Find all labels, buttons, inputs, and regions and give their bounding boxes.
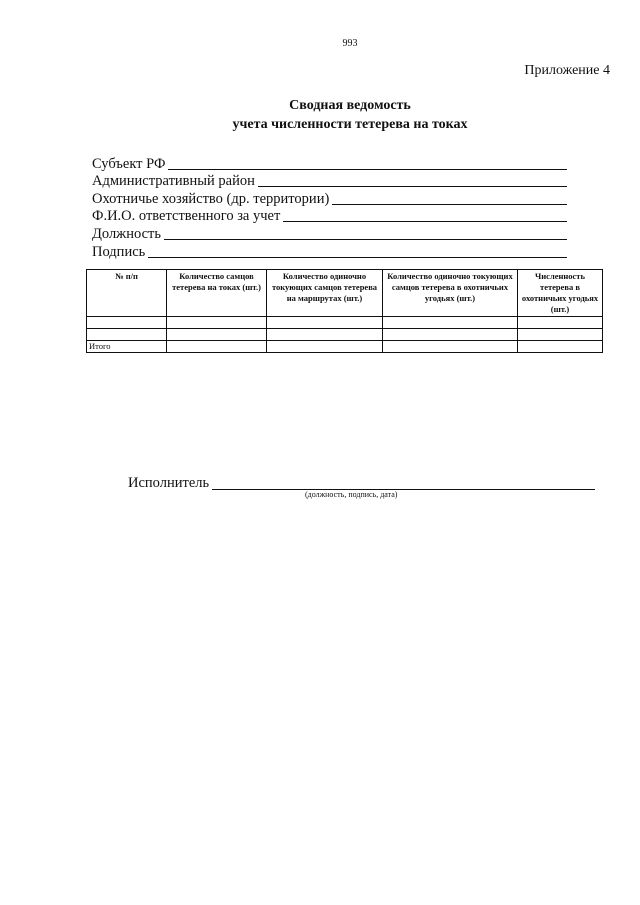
table-cell[interactable] [518,329,603,341]
col-header-number: № п/п [87,270,167,317]
field-signature [92,243,567,261]
table-cell[interactable] [167,317,267,329]
table-cell[interactable] [267,317,383,329]
appendix-label: Приложение 4 [524,63,610,78]
col-header-males-on-leks: Количество самцов тетерева на токах (шт.) [167,270,267,317]
field-district [92,173,567,191]
field-hunting-ground-label: Охотничье хозяйство (др. территории) [92,190,330,207]
page-number: 993 [342,38,358,49]
col-header-single-males-routes: Количество одиночно токующих самцов тетерева на маршрутах (шт.) [267,270,383,317]
table-cell[interactable] [87,317,167,329]
table-row [87,329,603,341]
table-cell[interactable] [87,329,167,341]
table-cell[interactable] [167,329,267,341]
table-row [87,317,603,329]
field-subject [92,155,567,173]
executor-label: Исполнитель [128,475,210,491]
field-subject-label: Субъект РФ [92,155,166,172]
table-header-row [87,270,603,317]
summary-table [86,269,603,353]
table-cell[interactable] [383,317,518,329]
table-cell[interactable] [518,317,603,329]
field-position-label: Должность [92,225,161,242]
table-cell[interactable] [167,341,267,353]
field-position-line[interactable] [164,238,567,240]
field-district-line[interactable] [258,185,567,187]
field-signature-line[interactable] [148,256,567,258]
total-label-cell: Итого [87,341,167,353]
field-subject-line[interactable] [168,168,567,170]
field-hunting-ground-line[interactable] [332,203,567,205]
field-responsible-person-line[interactable] [283,220,567,222]
title-line-1: Сводная ведомость [289,98,411,113]
title-line-2: учета численности тетерева на токах [232,117,468,132]
col-header-population: Численность тетерева в охотничьих угодьях (шт.) [518,270,603,317]
table-cell[interactable] [267,329,383,341]
table-total-row [87,341,603,353]
document-title [0,96,640,134]
table-cell[interactable] [383,329,518,341]
executor-line[interactable] [212,488,595,490]
field-hunting-ground [92,190,567,208]
table-cell[interactable] [383,341,518,353]
field-responsible-person [92,208,567,226]
col-header-single-males-grounds: Количество одиночно токующих самцов тетерева в охотничьих угодьях (шт.) [383,270,518,317]
field-district-label: Административный район [92,173,255,190]
executor-hint: (должность, подпись, дата) [305,490,398,499]
table-cell[interactable] [518,341,603,353]
field-responsible-person-label: Ф.И.О. ответственного за учет [92,208,281,225]
table-cell[interactable] [267,341,383,353]
field-signature-label: Подпись [92,243,146,260]
field-position [92,225,567,243]
header-fields [92,155,567,261]
